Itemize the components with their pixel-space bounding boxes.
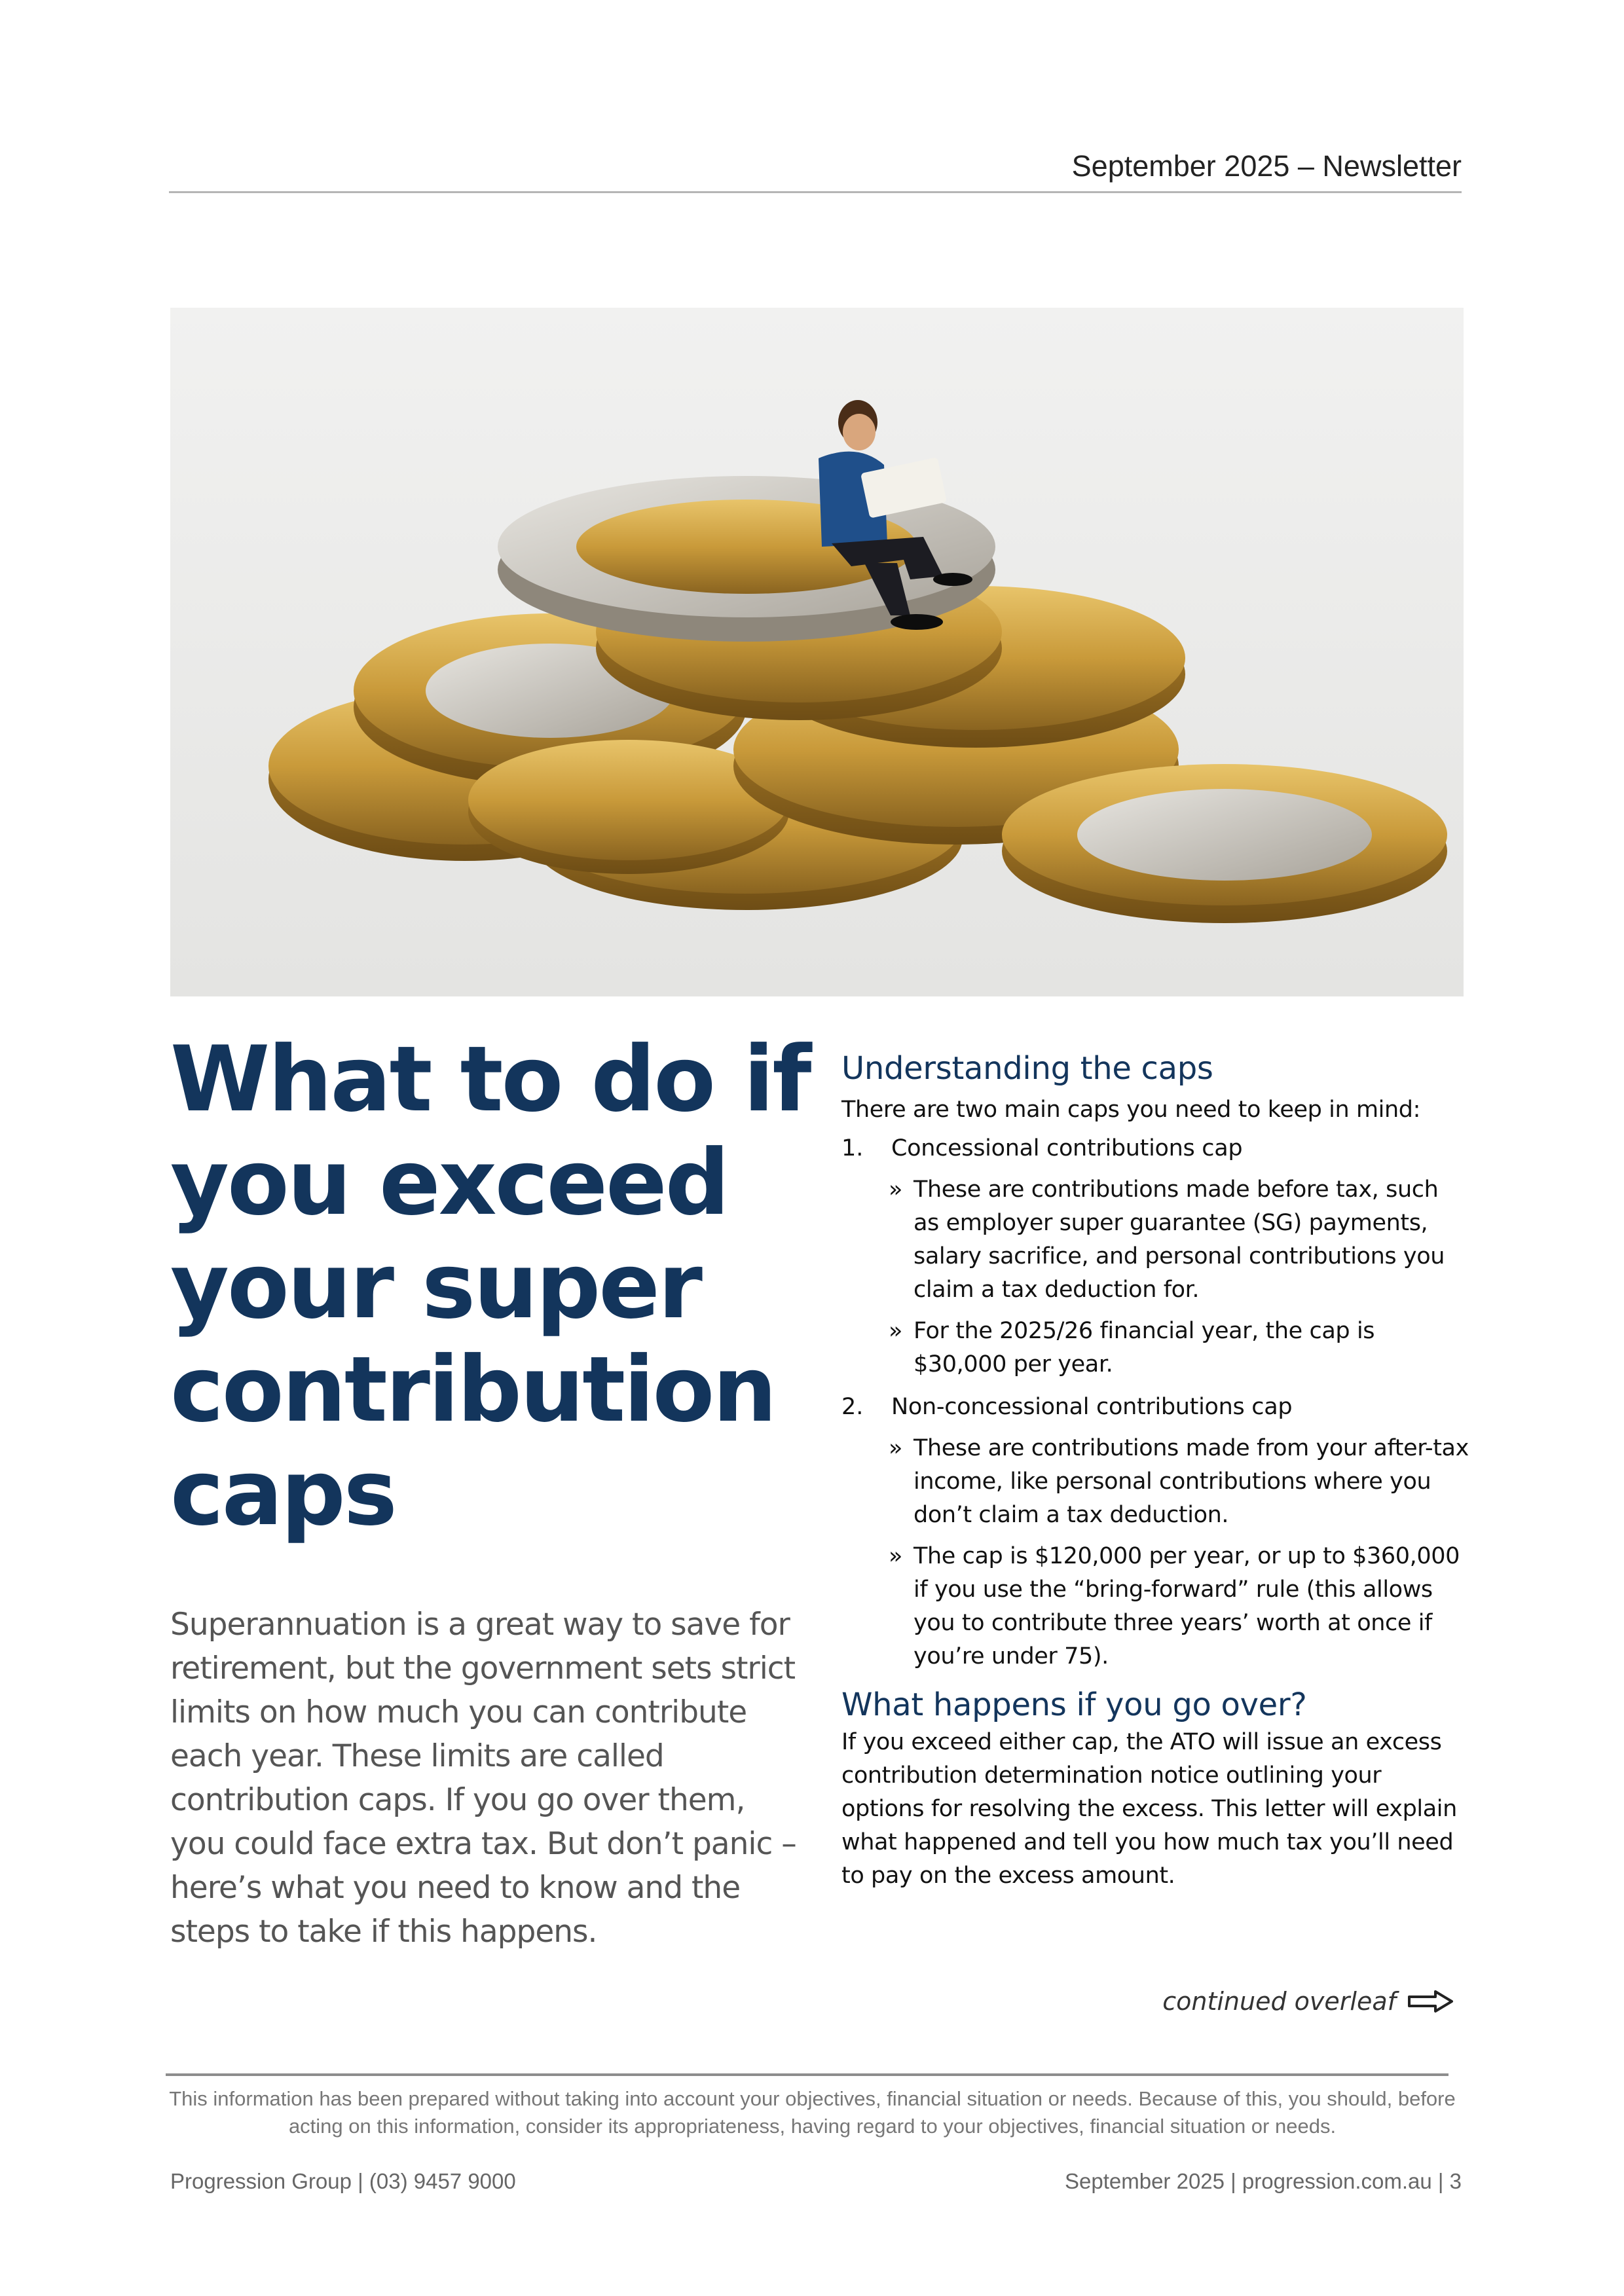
bullet-mark: » (889, 1435, 903, 1461)
numbered-item-concessional (841, 1132, 1470, 1165)
bullet-text: These are contributions made before tax, such as employer super guarantee (SG) payments, salary sacrifice, and personal contributions you claim a tax deduction for. (913, 1176, 1445, 1303)
section-lead: There are two main caps you need to keep in mind: (841, 1097, 1420, 1123)
article-headline: What to do if you exceed your super contribution caps (170, 1027, 810, 1546)
bullet-item (889, 1315, 1470, 1381)
section-body: If you exceed either cap, the ATO will issue an excess contribution determination notice outlining your options for resolving the excess. This letter will explain what happened and tell you how much tax you’ll need to pay on the excess amount. (841, 1729, 1457, 1889)
footer-divider (166, 2073, 1449, 2076)
footer-page-info: September 2025 | progression.com.au | 3 (1065, 2169, 1462, 2193)
article-intro: Superannuation is a great way to save for retirement, but the government sets strict limits on how much you can contribute each year. These limits are called contribution caps. If you go over them, you could face extra tax. But don’t panic – here’s what you need to know and the steps to take if this happens. (170, 1607, 796, 1950)
bullet-item (889, 1540, 1470, 1673)
section-heading-go-over: What happens if you go over? (841, 1686, 1307, 1723)
continued-overleaf (1162, 1987, 1454, 2016)
bullet-item (889, 1432, 1470, 1532)
list-number: 1. (841, 1135, 864, 1161)
disclaimer-text: This information has been prepared without taking into account your objectives, financial situation or needs. Because of this, you should, before acting on this information, consider its appropriateness, having regard to your objectives, financial situation or needs. (169, 2087, 1456, 2138)
list-item-label: Concessional contributions cap (891, 1135, 1243, 1161)
bullet-mark: » (889, 1176, 903, 1203)
bullet-text: For the 2025/26 financial year, the cap is $30,000 per year. (913, 1318, 1375, 1377)
list-number: 2. (841, 1394, 864, 1420)
hero-image-coins-figurine (170, 308, 1464, 996)
section-heading-understanding-caps: Understanding the caps (841, 1050, 1213, 1087)
numbered-item-non-concessional (841, 1391, 1470, 1424)
article-body-column (841, 1048, 1470, 1893)
bullet-text: These are contributions made from your after-tax income, like personal contributions where you don’t claim a tax deduction. (913, 1435, 1469, 1528)
bullet-item (889, 1173, 1470, 1307)
footer-contact: Progression Group | (03) 9457 9000 (170, 2169, 516, 2193)
list-item-label: Non-concessional contributions cap (891, 1394, 1293, 1420)
header-divider (169, 191, 1462, 193)
newsletter-header-title: September 2025 – Newsletter (1071, 149, 1462, 183)
bullet-mark: » (889, 1318, 903, 1344)
arrow-right-icon (1408, 1990, 1454, 2013)
bullet-text: The cap is $120,000 per year, or up to $360,000 if you use the “bring-forward” rule (this allows you to contribute three years’ worth at once if you’re under 75). (913, 1543, 1460, 1669)
continued-text: continued overleaf (1162, 1987, 1396, 2016)
bullet-mark: » (889, 1543, 903, 1569)
